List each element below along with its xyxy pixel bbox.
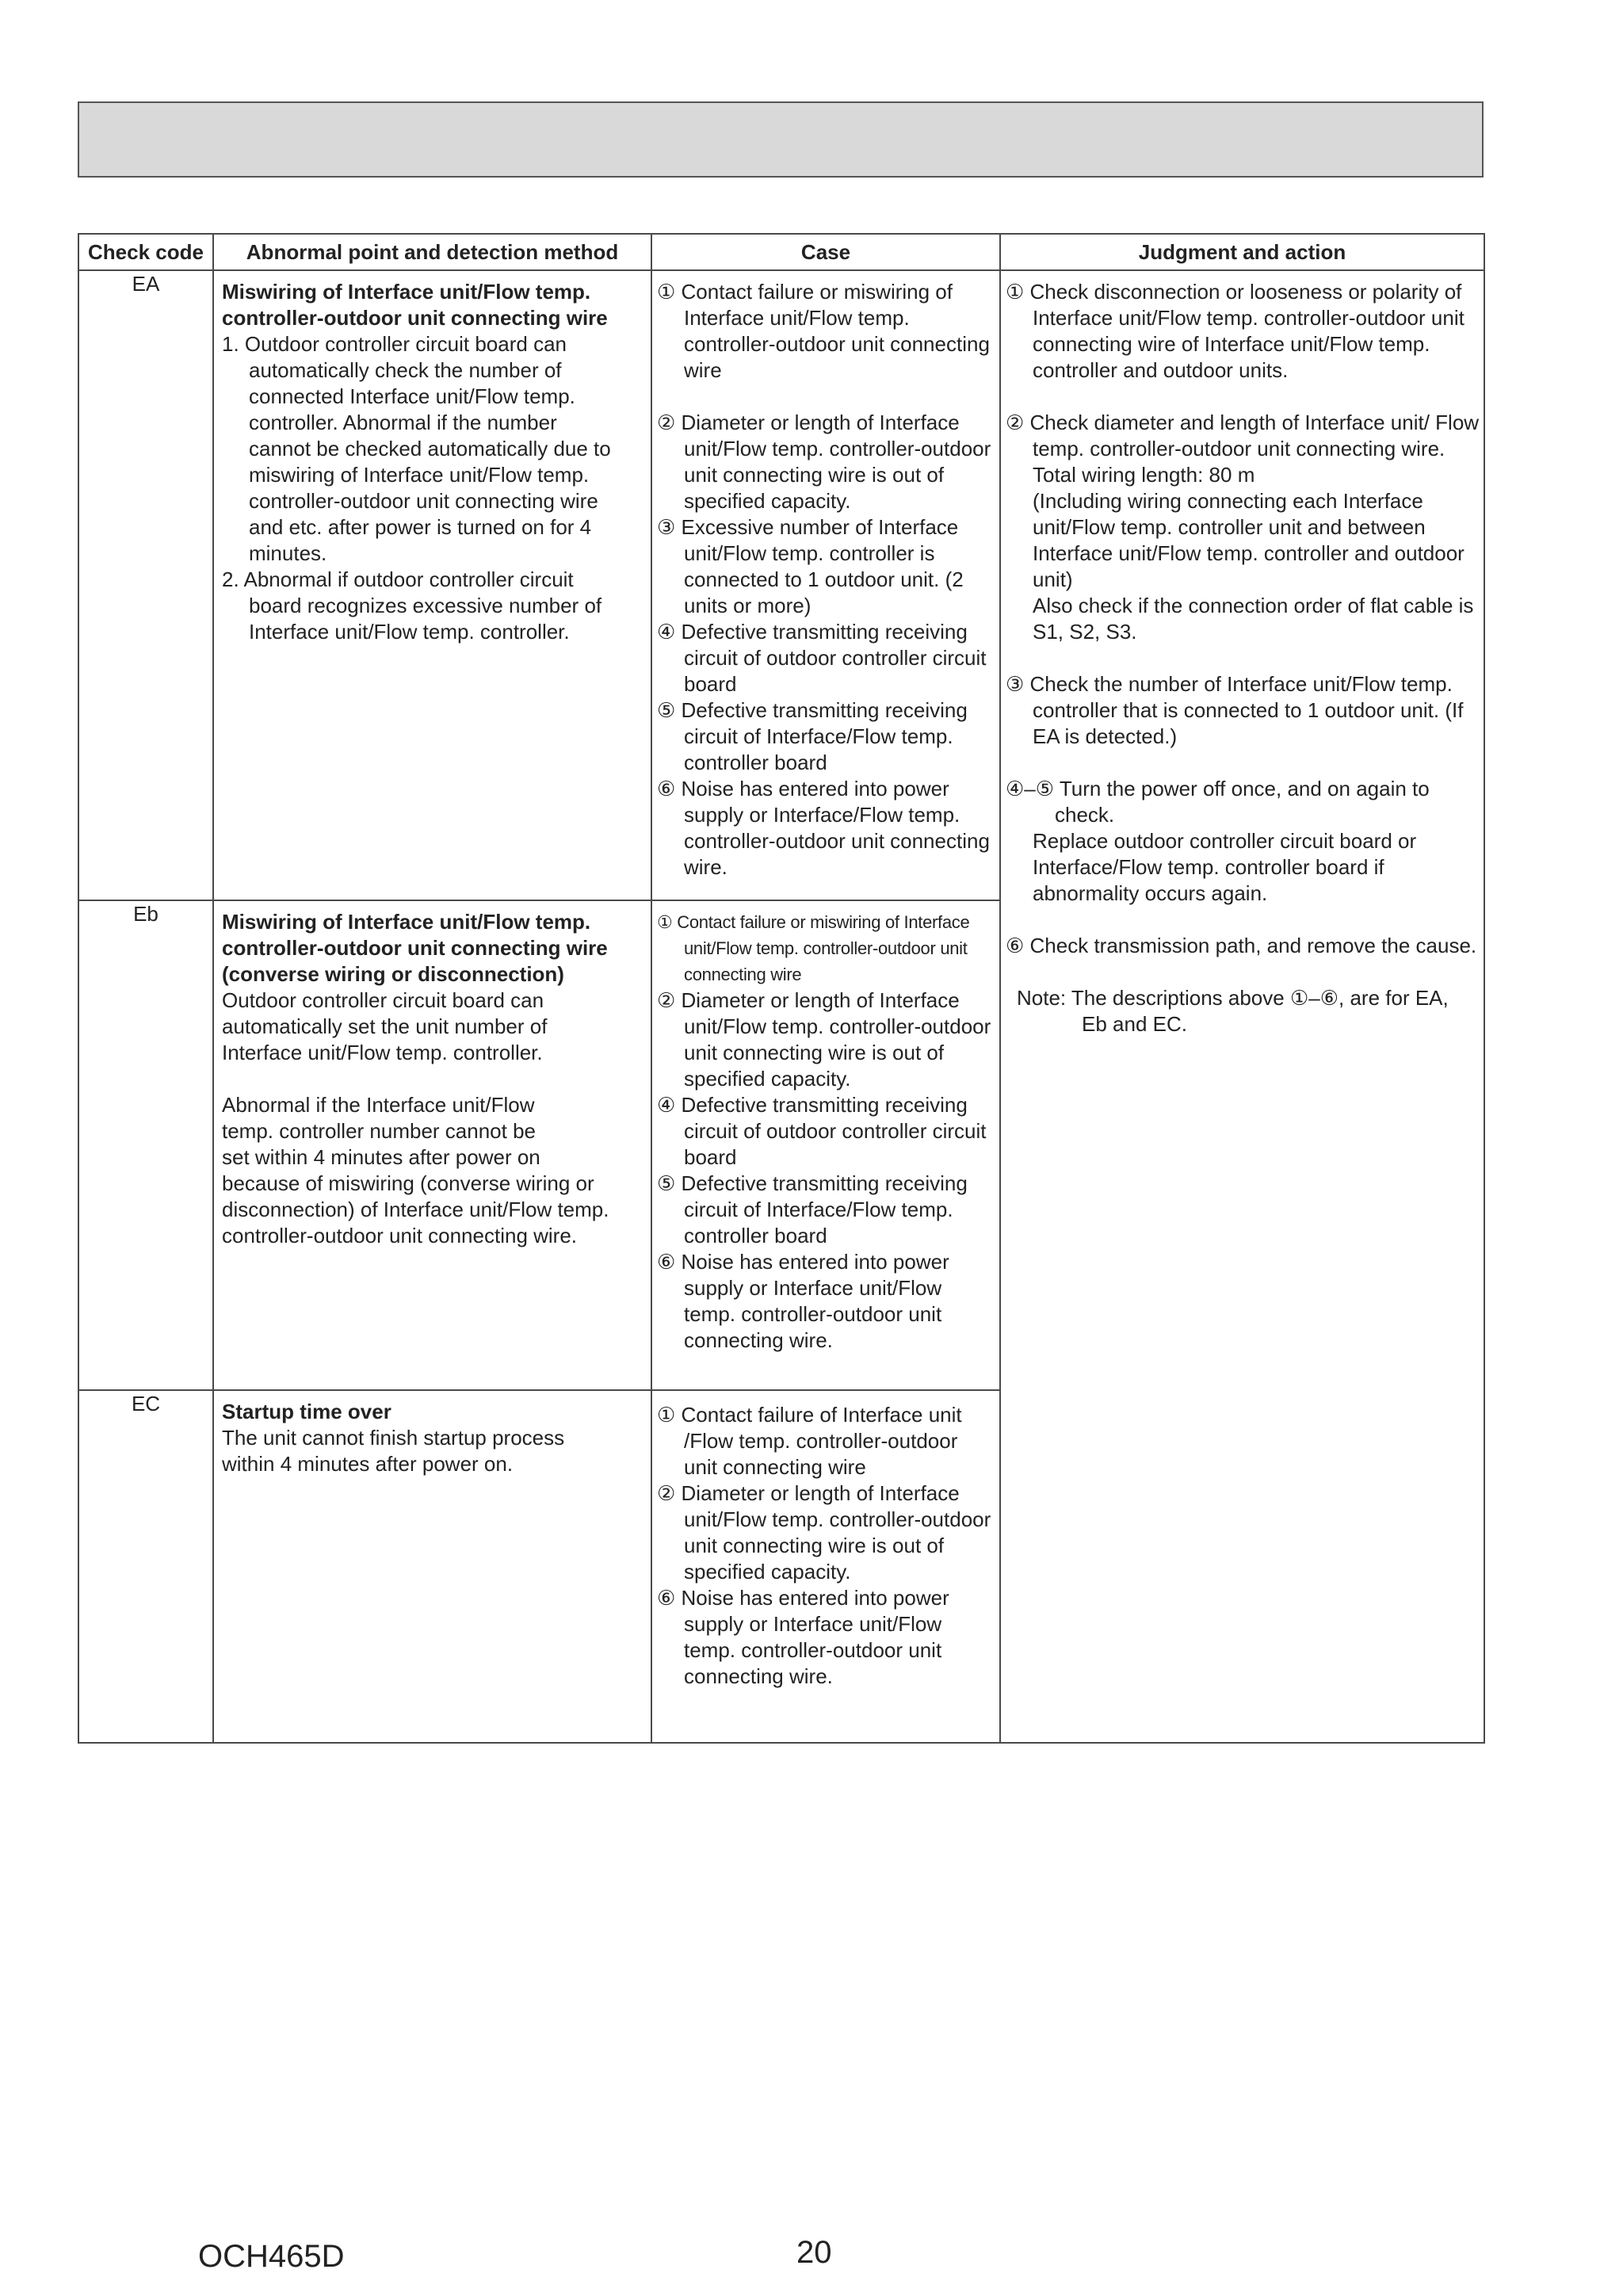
check-code-ea: EA [78, 270, 213, 900]
case-item: ② Diameter or length of Interface unit/Flow temp. controller-outdoor unit connecting wire is out of specified capacity. [657, 988, 991, 1091]
note-text: Note: The descriptions above ①–⑥, are for EA, [1017, 986, 1449, 1010]
abnormal-cell-ea [213, 270, 651, 900]
header-check-code: Check code [78, 234, 213, 270]
model-number: OCH465D [198, 2239, 345, 2274]
judgment-text: (Including wiring connecting each Interface unit/Flow temp. controller unit and between Interface unit/Flow temp. controller and outdoor unit) [1033, 489, 1465, 591]
abnormal-text: Interface unit/Flow temp. controller. [249, 620, 570, 644]
abnormal-cell-eb [213, 900, 651, 1390]
case-cell-ec [651, 1390, 1000, 1743]
abnormal-text: connected Interface unit/Flow temp. [249, 384, 575, 408]
abnormal-title: controller-outdoor unit connecting wire [222, 936, 608, 960]
judgment-cell [1000, 270, 1484, 1743]
case-item: ① Contact failure or miswiring of Interface unit/Flow temp. controller-outdoor unit connecting wire [657, 280, 990, 382]
case-item: ② Diameter or length of Interface unit/Flow temp. controller-outdoor unit connecting wire is out of specified capacity. [657, 1481, 991, 1584]
abnormal-text: temp. controller number cannot be [222, 1119, 536, 1143]
table-row-ea [78, 270, 1484, 900]
judgment-item: ⑥ Check transmission path, and remove the cause. [1006, 934, 1477, 957]
judgment-item: ③ Check the number of Interface unit/Flow temp. controller that is connected to 1 outdoor unit. (If EA is detected.) [1006, 672, 1464, 748]
judgment-text: Total wiring length: 80 m [1033, 463, 1255, 487]
abnormal-text: and etc. after power is turned on for 4 [249, 515, 592, 539]
abnormal-text: 2. Abnormal if outdoor controller circuit [222, 567, 574, 591]
abnormal-text: board recognizes excessive number of [249, 594, 602, 617]
abnormal-text: Abnormal if the Interface unit/Flow [222, 1093, 535, 1117]
case-item: ④ Defective transmitting receiving circuit of outdoor controller circuit board [657, 620, 987, 696]
abnormal-cell-ec [213, 1390, 651, 1743]
case-item: ① Contact failure of Interface unit /Flow temp. controller-outdoor unit connecting wire [657, 1403, 962, 1479]
case-item: ① Contact failure or miswiring of Interface unit/Flow temp. controller-outdoor unit connecting wire [657, 912, 970, 984]
abnormal-text: automatically check the number of [249, 358, 562, 382]
abnormal-text: cannot be checked automatically due to [249, 437, 611, 460]
case-item: ⑥ Noise has entered into power supply or Interface unit/Flow temp. controller-outdoor unit connecting wire. [657, 1250, 949, 1352]
case-item: ⑤ Defective transmitting receiving circuit of Interface/Flow temp. controller board [657, 1171, 968, 1247]
judgment-text: ④–⑤ Turn the power off once, and on again to check. [1006, 777, 1430, 827]
judgment-item: ① Check disconnection or looseness or polarity of Interface unit/Flow temp. controller-outdoor unit connecting wire of Interface unit/Flow temp. controller and outdoor units. [1006, 280, 1465, 382]
header-judgment-action: Judgment and action [1000, 234, 1484, 270]
abnormal-title: Startup time over [222, 1400, 391, 1423]
abnormal-text: miswiring of Interface unit/Flow temp. [249, 463, 590, 487]
abnormal-text: controller-outdoor unit connecting wire [249, 489, 598, 513]
judgment-text: Also check if the connection order of flat cable is S1, S2, S3. [1033, 594, 1474, 644]
judgment-item [1006, 776, 1480, 828]
abnormal-text: set within 4 minutes after power on [222, 1145, 540, 1169]
case-item: ⑥ Noise has entered into power supply or Interface/Flow temp. controller-outdoor unit connecting wire. [657, 777, 990, 879]
abnormal-text: because of miswiring (converse wiring or [222, 1171, 594, 1195]
header-abnormal-point: Abnormal point and detection method [213, 234, 651, 270]
error-code-table [78, 233, 1485, 1744]
abnormal-text: automatically set the unit number of [222, 1014, 548, 1038]
abnormal-title: Miswiring of Interface unit/Flow temp. [222, 280, 591, 304]
abnormal-text: minutes. [249, 541, 327, 565]
abnormal-text: Outdoor controller circuit board can [222, 988, 544, 1012]
table-header-row [78, 234, 1484, 270]
judgment-text: Replace outdoor controller circuit board or Interface/Flow temp. controller board if abnormality occurs again. [1033, 829, 1417, 905]
section-header-band [78, 101, 1484, 178]
case-item: ③ Excessive number of Interface unit/Flow temp. controller is connected to 1 outdoor unit. (2 units or more) [657, 515, 964, 617]
check-code-ec: EC [78, 1390, 213, 1743]
abnormal-title: Miswiring of Interface unit/Flow temp. [222, 910, 591, 934]
abnormal-text: controller-outdoor unit connecting wire. [222, 1224, 578, 1247]
abnormal-text: Interface unit/Flow temp. controller. [222, 1041, 543, 1064]
abnormal-title: controller-outdoor unit connecting wire [222, 306, 608, 330]
abnormal-title: (converse wiring or disconnection) [222, 962, 564, 986]
case-cell-eb [651, 900, 1000, 1390]
case-item: ⑤ Defective transmitting receiving circuit of Interface/Flow temp. controller board [657, 698, 968, 774]
case-item: ② Diameter or length of Interface unit/Flow temp. controller-outdoor unit connecting wire is out of specified capacity. [657, 411, 991, 513]
page-number: 20 [796, 2235, 832, 2270]
abnormal-text: 1. Outdoor controller circuit board can [222, 332, 567, 356]
abnormal-text: disconnection) of Interface unit/Flow temp. [222, 1198, 609, 1221]
abnormal-text: controller. Abnormal if the number [249, 411, 557, 434]
abnormal-text: The unit cannot finish startup process [222, 1426, 565, 1450]
header-case: Case [651, 234, 1000, 270]
abnormal-text: within 4 minutes after power on. [222, 1452, 514, 1476]
note-text: Eb and EC. [1082, 1012, 1187, 1036]
case-cell-ea [651, 270, 1000, 900]
case-item: ④ Defective transmitting receiving circuit of outdoor controller circuit board [657, 1093, 987, 1169]
judgment-item: ② Check diameter and length of Interface unit/ Flow temp. controller-outdoor unit connecting wire. [1006, 411, 1480, 460]
case-item: ⑥ Noise has entered into power supply or Interface unit/Flow temp. controller-outdoor unit connecting wire. [657, 1586, 949, 1688]
check-code-eb: Eb [78, 900, 213, 1390]
